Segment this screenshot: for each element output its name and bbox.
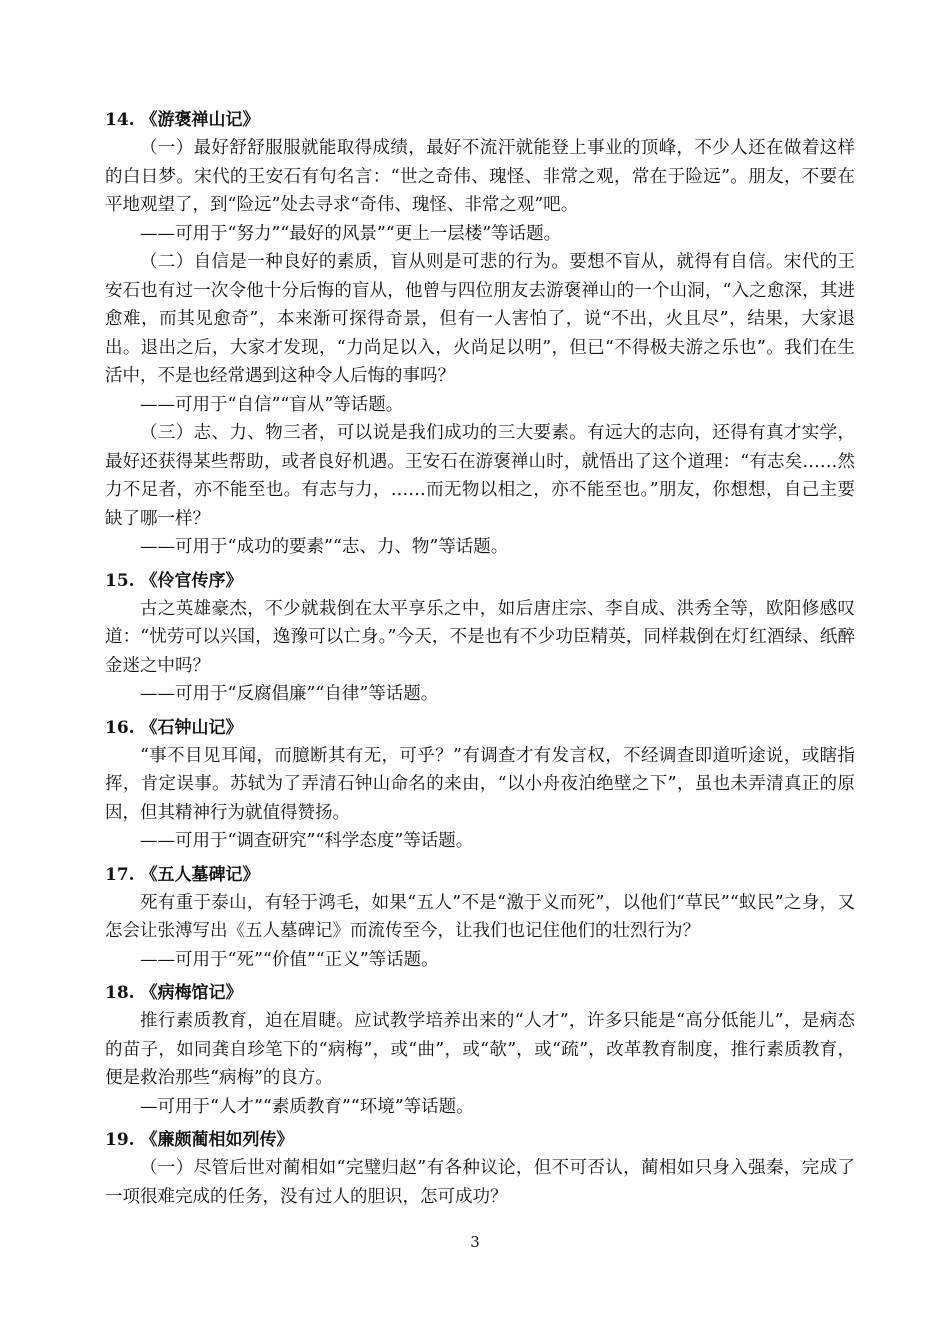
section-heading: 16. 《石钟山记》 (105, 717, 243, 738)
section-heading: 17. 《五人墓碑记》 (105, 864, 260, 885)
paragraph: 推行素质教育，迫在眉睫。应试教学培养出来的“人才”，许多只能是“高分低能儿”，是病态的苗子，如同龚自珍笔下的“病梅”，或“曲”，或“欹”，或“疏”，改革教育制度，推行素质教育，便是救治那些“病梅”的良方。 (105, 1011, 855, 1088)
usage-note: —可用于“人才”“素质教育”“环境”等话题。 (140, 1096, 474, 1117)
paragraph: （二）自信是一种良好的素质，盲从则是可悲的行为。要想不盲从，就得有自信。宋代的王安石也有过一次令他十分后悔的盲从，他曾与四位朋友去游褒禅山的一个山洞，“入之愈深，其进愈难，而其见愈奇”，本来渐可探得奇景，但有一人害怕了，说“不出，火且尽”，结果，大家退出。退出之后，大家才发现，“力尚足以入，火尚足以明”，但已“不得极夫游之乐也”。我们在生活中，不是也经常遇到这种令人后悔的事吗？ (105, 252, 855, 386)
page-number: 3 (470, 1233, 480, 1251)
paragraph: （三）志、力、物三者，可以说是我们成功的三大要素。有远大的志向，还得有真才实学，最好还获得某些帮助，或者良好机遇。王安石在游褒禅山时，就悟出了这个道理：“有志矣……然力不足者，亦不能至也。有志与力，……而无物以相之，亦不能至也。”朋友，你想想，自己主要缺了哪一样？ (105, 423, 855, 529)
section-heading: 15. 《伶官传序》 (105, 570, 243, 591)
paragraph: 死有重于泰山，有轻于鸿毛，如果“五人”不是“激于义而死”，以他们“草民”“蚁民”之身，又怎会让张溥写出《五人墓碑记》而流传至今，让我们也记住他们的壮烈行为？ (105, 892, 855, 941)
paragraph: （一）最好舒舒服服就能取得成绩，最好不流汗就能登上事业的顶峰，不少人还在做着这样的白日梦。宋代的王安石有句名言：“世之奇伟、瑰怪、非常之观，常在于险远”。朋友，不要在平地观望了，到“险远”处去寻求“奇伟、瑰怪、非常之观”吧。 (105, 138, 855, 215)
usage-note: ——可用于“努力”“最好的风景”“更上一层楼”等话题。 (140, 223, 562, 244)
paragraph: “事不目见耳闻，而臆断其有无，可乎？”有调查才有发言权，不经调查即道听途说，或瞎指挥，肯定误事。苏轼为了弄清石钟山命名的来由，“以小舟夜泊绝壁之下”，虽也未弄清真正的原因，但其精神行为就值得赞扬。 (105, 745, 855, 823)
paragraph: 古之英雄豪杰，不少就栽倒在太平享乐之中，如后唐庄宗、李自成、洪秀全等，欧阳修感叹道：“忧劳可以兴国，逸豫可以亡身。”今天，不是也有不少功臣精英，同样栽倒在灯红酒绿、纸醉金迷之中吗？ (105, 598, 855, 676)
usage-note: ——可用于“死”“价值”“正义”等话题。 (140, 949, 439, 970)
section-heading: 18. 《病梅馆记》 (105, 983, 243, 1003)
paragraph: （一）尽管后世对蔺相如“完璧归赵”有各种议论，但不可否认，蔺相如只身入强秦，完成了一项很难完成的任务，没有过人的胆识，怎可成功？ (105, 1158, 855, 1207)
section-heading: 14. 《游褒禅山记》 (105, 110, 260, 130)
section-heading: 19. 《廉颇蔺相如列传》 (105, 1130, 294, 1150)
usage-note: ——可用于“自信”“盲从”等话题。 (140, 394, 404, 415)
document-body (105, 106, 855, 1211)
usage-note: ——可用于“反腐倡廉”“自律”等话题。 (140, 684, 439, 704)
usage-note: ——可用于“成功的要素”“志、力、物”等话题。 (140, 537, 509, 557)
usage-note: ——可用于“调查研究”“科学态度”等话题。 (140, 831, 474, 851)
